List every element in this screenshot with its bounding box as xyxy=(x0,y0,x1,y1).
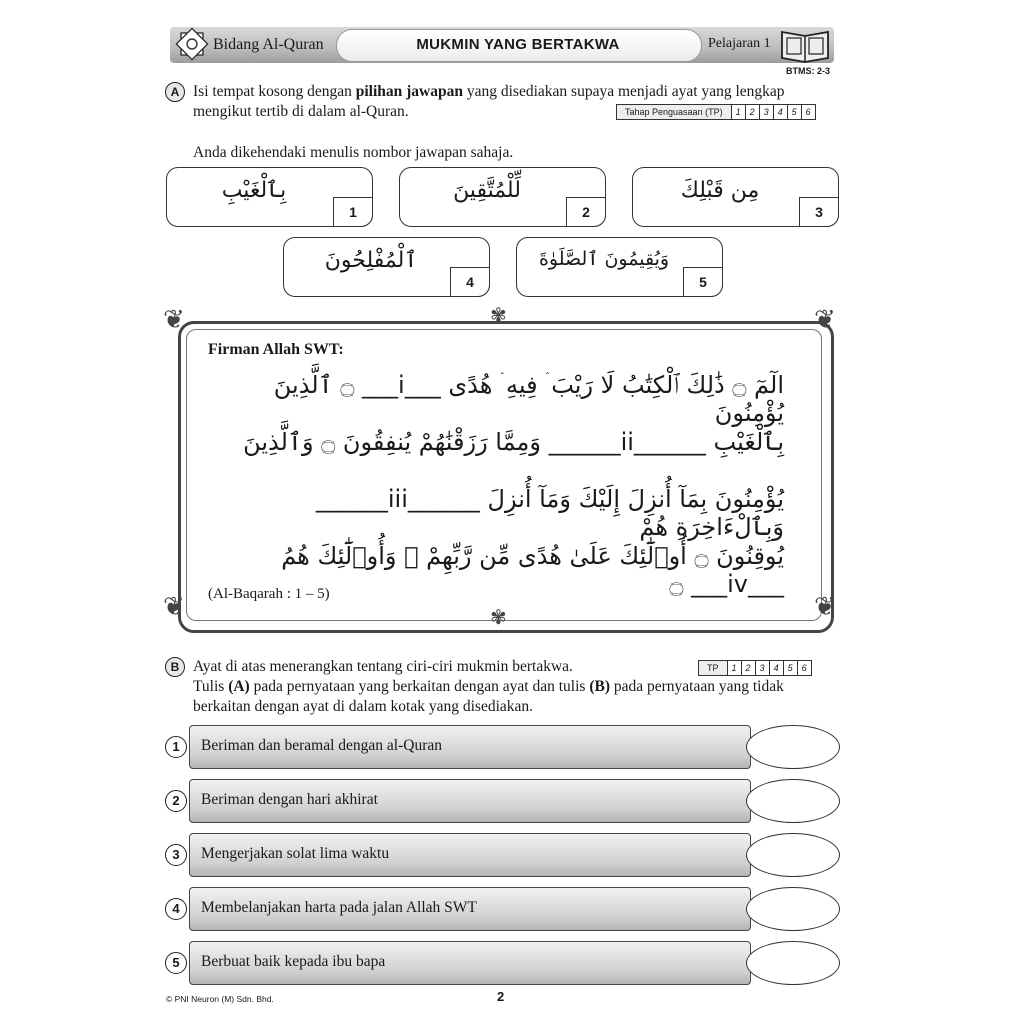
page-number: 2 xyxy=(497,989,505,1004)
tp-level: 4 xyxy=(769,661,783,676)
answer-oval-2[interactable] xyxy=(746,779,840,823)
flourish-icon: ✾ xyxy=(490,605,507,629)
option-number: 3 xyxy=(799,197,839,227)
answer-oval-4[interactable] xyxy=(746,887,840,931)
flourish-icon: ✾ xyxy=(490,303,507,327)
tp-table-b xyxy=(698,660,812,676)
option-arabic: ٱلْمُفْلِحُونَ xyxy=(324,248,418,273)
flourish-icon: ❦ xyxy=(814,305,836,335)
tp-level: 6 xyxy=(801,105,815,120)
book-icon xyxy=(778,24,832,64)
page-title: MUKMIN YANG BERTAKWA xyxy=(416,36,620,53)
copyright: © PNI Neuron (M) Sdn. Bhd. xyxy=(166,994,274,1004)
option-arabic: بِٱلْغَيْبِ xyxy=(221,178,287,203)
option-box-5 xyxy=(516,237,723,297)
firman-label: Firman Allah SWT: xyxy=(208,341,344,358)
tp-level: 1 xyxy=(727,661,741,676)
option-arabic: لِّلْمُتَّقِينَ xyxy=(453,178,521,203)
section-b-line3: berkaitan dengan ayat di dalam kotak yang disediakan. xyxy=(193,698,534,715)
tp-level: 5 xyxy=(787,105,801,120)
tp-level: 3 xyxy=(759,105,773,120)
option-arabic: وَيُقِيمُونَ ٱلصَّلَوٰةَ xyxy=(538,248,670,270)
ornament-icon xyxy=(172,24,212,64)
flourish-icon: ❦ xyxy=(814,592,836,622)
subject-label: Bidang Al-Quran xyxy=(213,36,324,53)
flourish-icon: ❦ xyxy=(163,305,185,335)
option-box-3 xyxy=(632,167,839,227)
option-box-2 xyxy=(399,167,606,227)
option-box-4 xyxy=(283,237,490,297)
section-b-line1: Ayat di atas menerangkan tentang ciri-ciri mukmin bertakwa. xyxy=(193,658,573,675)
statement-text: Beriman dan beramal dengan al-Quran xyxy=(201,737,443,754)
tp-level: 3 xyxy=(755,661,769,676)
answer-oval-1[interactable] xyxy=(746,725,840,769)
section-a-marker: A xyxy=(165,82,185,102)
answer-oval-3[interactable] xyxy=(746,833,840,877)
statement-text: Membelanjakan harta pada jalan Allah SWT xyxy=(201,899,477,916)
statement-text: Beriman dengan hari akhirat xyxy=(201,791,378,808)
standard-code: BTMS: 2-3 xyxy=(786,66,831,76)
statement-text: Mengerjakan solat lima waktu xyxy=(201,845,390,862)
statement-number: 2 xyxy=(165,790,187,812)
answer-oval-5[interactable] xyxy=(746,941,840,985)
lesson-label: Pelajaran 1 xyxy=(708,36,771,51)
verse-line-3: يُؤْمِنُونَ بِمَآ أُنزِلَ إِلَيْكَ وَمَآ أُنزِلَ ______iii______ وَبِٱلْءَاخِرَةِ هُمْ xyxy=(315,485,784,541)
section-b-marker: B xyxy=(165,657,185,677)
verse-line-4: يُوقِنُونَ ۝ أُو۟لَٰٓئِكَ عَلَىٰ هُدًى مِّن رَّبِّهِمْ ۖ وَأُو۟لَٰٓئِكَ هُمُ ___iv___ ۝ xyxy=(281,542,784,598)
statement-number: 4 xyxy=(165,898,187,920)
option-box-1 xyxy=(166,167,373,227)
statement-number: 5 xyxy=(165,952,187,974)
tp-level: 1 xyxy=(731,105,745,120)
option-number: 5 xyxy=(683,267,723,297)
option-number: 1 xyxy=(333,197,373,227)
statement-number: 3 xyxy=(165,844,187,866)
tp-level: 5 xyxy=(783,661,797,676)
verse-reference: (Al-Baqarah : 1 – 5) xyxy=(208,586,330,602)
verse-line-2: بِٱلْغَيْبِ ______ii______ وَمِمَّا رَزَقْنَٰهُمْ يُنفِقُونَ ۝ وَٱلَّذِينَ xyxy=(243,428,784,456)
flourish-icon: ❦ xyxy=(163,592,185,622)
tp-level: 2 xyxy=(745,105,759,120)
tp-level: 2 xyxy=(741,661,755,676)
tp-label: Tahap Penguasaan (TP) xyxy=(617,105,732,120)
tp-label: TP xyxy=(699,661,728,676)
statement-text: Berbuat baik kepada ibu bapa xyxy=(201,953,386,970)
option-arabic: مِن قَبْلِكَ xyxy=(680,178,760,203)
tp-level: 6 xyxy=(797,661,811,676)
verse-line-1: الٓمٓ ۝ ذَٰلِكَ ٱلْكِتَٰبُ لَا رَيْبَ ۛ فِيهِ ۛ هُدًى ___i___ ۝ ٱلَّذِينَ يُؤْمِنُونَ xyxy=(273,371,784,427)
statement-number: 1 xyxy=(165,736,187,758)
tp-level: 4 xyxy=(773,105,787,120)
tp-table-a xyxy=(616,104,816,120)
section-a-note: Anda dikehendaki menulis nombor jawapan sahaja. xyxy=(193,144,514,161)
section-a-instruction: Isi tempat kosong dengan pilihan jawapan yang disediakan supaya menjadi ayat yang lengkap xyxy=(193,83,785,100)
option-number: 2 xyxy=(566,197,606,227)
section-a-instruction-line2: mengikut tertib di dalam al-Quran. xyxy=(193,103,409,120)
option-number: 4 xyxy=(450,267,490,297)
section-b-line2: Tulis (A) pada pernyataan yang berkaitan dengan ayat dan tulis (B) pada pernyataan yang tidak xyxy=(193,678,784,695)
